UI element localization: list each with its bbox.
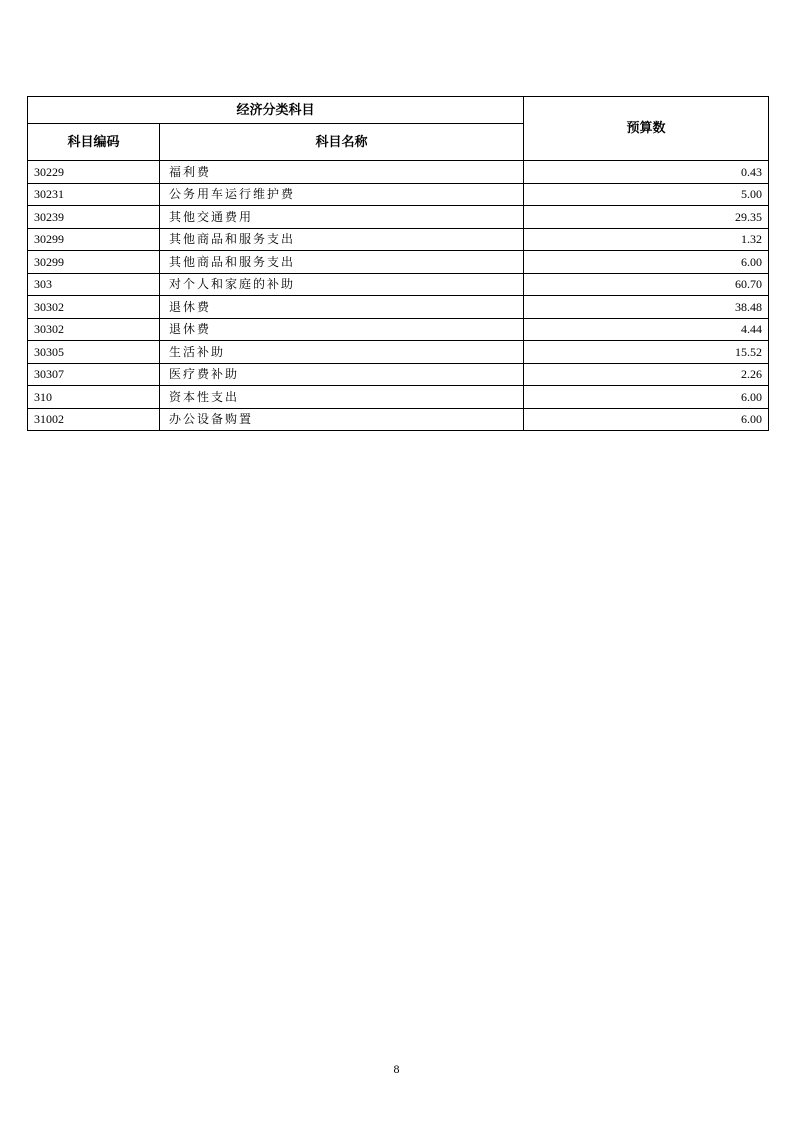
header-economic-category: 经济分类科目	[28, 97, 524, 124]
table-row	[28, 228, 769, 251]
subject-name-cell: 退休费	[160, 318, 524, 341]
subject-code-cell: 30307	[28, 363, 160, 386]
subject-code-cell: 303	[28, 273, 160, 296]
subject-code-cell: 30299	[28, 228, 160, 251]
budget-amount-cell: 6.00	[524, 408, 769, 431]
budget-amount-cell: 15.52	[524, 341, 769, 364]
subject-name-cell: 生活补助	[160, 341, 524, 364]
subject-code-cell: 30239	[28, 206, 160, 229]
header-budget-amount: 预算数	[524, 97, 769, 161]
subject-code-cell: 30302	[28, 318, 160, 341]
table-row	[28, 386, 769, 409]
subject-code-cell: 30229	[28, 161, 160, 184]
header-row-group	[28, 97, 769, 124]
table-row	[28, 318, 769, 341]
table-row	[28, 183, 769, 206]
budget-amount-cell: 1.32	[524, 228, 769, 251]
subject-name-cell: 退休费	[160, 296, 524, 319]
subject-name-cell: 资本性支出	[160, 386, 524, 409]
budget-amount-cell: 4.44	[524, 318, 769, 341]
subject-name-cell: 其他商品和服务支出	[160, 251, 524, 274]
budget-amount-cell: 0.43	[524, 161, 769, 184]
table-row	[28, 341, 769, 364]
header-subject-name: 科目名称	[160, 124, 524, 161]
subject-code-cell: 31002	[28, 408, 160, 431]
budget-amount-cell: 29.35	[524, 206, 769, 229]
subject-name-cell: 其他交通费用	[160, 206, 524, 229]
subject-name-cell: 公务用车运行维护费	[160, 183, 524, 206]
table-row	[28, 296, 769, 319]
table-row	[28, 206, 769, 229]
subject-code-cell: 30302	[28, 296, 160, 319]
subject-name-cell: 其他商品和服务支出	[160, 228, 524, 251]
budget-amount-cell: 60.70	[524, 273, 769, 296]
subject-code-cell: 30299	[28, 251, 160, 274]
subject-name-cell: 福利费	[160, 161, 524, 184]
subject-name-cell: 对个人和家庭的补助	[160, 273, 524, 296]
table-row	[28, 251, 769, 274]
table-row	[28, 161, 769, 184]
table-row	[28, 273, 769, 296]
budget-amount-cell: 5.00	[524, 183, 769, 206]
subject-code-cell: 30231	[28, 183, 160, 206]
budget-amount-cell: 2.26	[524, 363, 769, 386]
page-number: 8	[393, 1062, 400, 1076]
header-subject-code: 科目编码	[28, 124, 160, 161]
budget-amount-cell: 6.00	[524, 386, 769, 409]
subject-code-cell: 310	[28, 386, 160, 409]
subject-code-cell: 30305	[28, 341, 160, 364]
budget-amount-cell: 6.00	[524, 251, 769, 274]
table-row	[28, 408, 769, 431]
table-row	[28, 363, 769, 386]
budget-amount-cell: 38.48	[524, 296, 769, 319]
budget-table	[27, 96, 769, 431]
subject-name-cell: 办公设备购置	[160, 408, 524, 431]
subject-name-cell: 医疗费补助	[160, 363, 524, 386]
